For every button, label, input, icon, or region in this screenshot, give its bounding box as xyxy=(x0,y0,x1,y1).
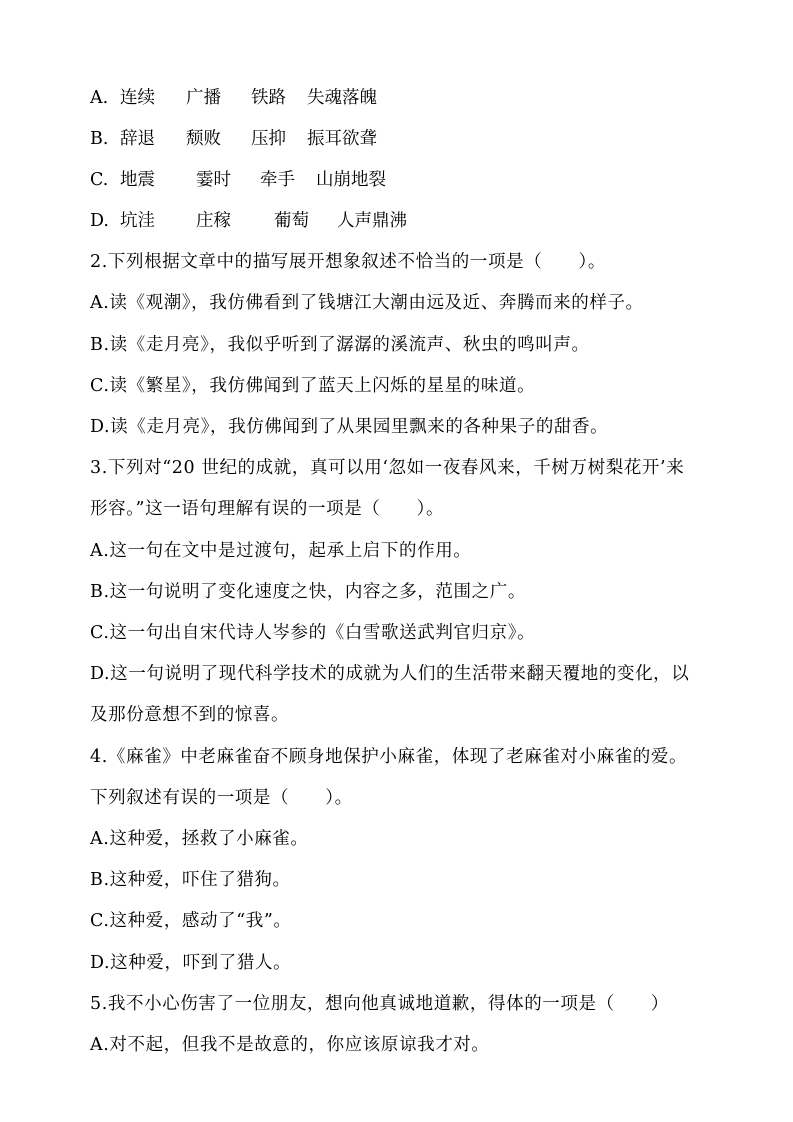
option-word: 广播 xyxy=(186,88,221,108)
option-word: 庄稼 xyxy=(196,211,231,231)
q2-option-d: D.读《走月亮》，我仿佛闻到了从果园里飘来的各种果子的甜香。 xyxy=(90,417,609,437)
q4-stem-line1: 4.《麻雀》中老麻雀奋不顾身地保护小麻雀，体现了老麻雀对小麻雀的爱。 xyxy=(90,747,688,767)
option-word: 山崩地裂 xyxy=(316,170,386,190)
q4-option-d: D.这种爱，吓到了猎人。 xyxy=(90,953,292,973)
q3-option-c: C.这一句出自宋代诗人岑参的《白雪歌送武判官归京》。 xyxy=(90,623,536,643)
option-word: 辞退 xyxy=(120,129,155,149)
q4-option-b: B.这种爱，吓住了猎狗。 xyxy=(90,870,291,890)
option-word: 颓败 xyxy=(186,129,221,149)
option-letter: D. xyxy=(90,211,109,231)
q4-stem-line2: 下列叙述有误的一项是（ ）。 xyxy=(90,788,353,808)
option-word: 连续 xyxy=(120,88,155,108)
q2-option-c: C.读《繁星》，我仿佛闻到了蓝天上闪烁的星星的味道。 xyxy=(90,376,536,396)
q4-option-a: A.这种爱，拯救了小麻雀。 xyxy=(90,829,309,849)
q2-option-b: B.读《走月亮》，我似乎听到了潺潺的溪流声、秋虫的鸣叫声。 xyxy=(90,335,590,355)
option-word: 地震 xyxy=(120,170,155,190)
q4-option-c: C.这种爱，感动了“我”。 xyxy=(90,911,292,931)
option-word: 葡萄 xyxy=(274,211,309,231)
option-letter: B. xyxy=(90,129,109,149)
option-word: 压抑 xyxy=(251,129,286,149)
q3-option-b: B.这一句说明了变化速度之快，内容之多，范围之广。 xyxy=(90,582,526,602)
option-word: 坑洼 xyxy=(120,211,155,231)
q3-stem-line2: 形容。”这一语句理解有误的一项是（ ）。 xyxy=(90,499,445,519)
q3-option-a: A.这一句在文中是过渡句，起承上启下的作用。 xyxy=(90,541,472,561)
q5-option-a: A.对不起，但我不是故意的，你应该原谅我才对。 xyxy=(90,1035,490,1055)
q3-stem-line1: 3.下列对“20 世纪的成就，真可以用‘忽如一夜春风来，千树万树梨花开’来 xyxy=(90,458,685,478)
option-word: 人声鼎沸 xyxy=(337,211,407,231)
option-word: 失魂落魄 xyxy=(307,88,377,108)
q3-option-d-line2: 及那份意想不到的惊喜。 xyxy=(90,705,290,725)
q2-option-a: A.读《观潮》，我仿佛看到了钱塘江大潮由远及近、奔腾而来的样子。 xyxy=(90,293,644,313)
option-word: 铁路 xyxy=(251,88,286,108)
option-letter: C. xyxy=(90,170,109,190)
option-word: 霎时 xyxy=(196,170,231,190)
option-word: 振耳欲聋 xyxy=(307,129,377,149)
q5-stem: 5.我不小心伤害了一位朋友，想向他真诚地道歉，得体的一项是（ ） xyxy=(90,994,669,1014)
option-word: 牵手 xyxy=(260,170,295,190)
q3-option-d-line1: D.这一句说明了现代科学技术的成就为人们的生活带来翻天覆地的变化，以 xyxy=(90,664,690,684)
q2-stem: 2.下列根据文章中的描写展开想象叙述不恰当的一项是（ ）。 xyxy=(90,252,606,272)
option-letter: A. xyxy=(90,88,109,108)
